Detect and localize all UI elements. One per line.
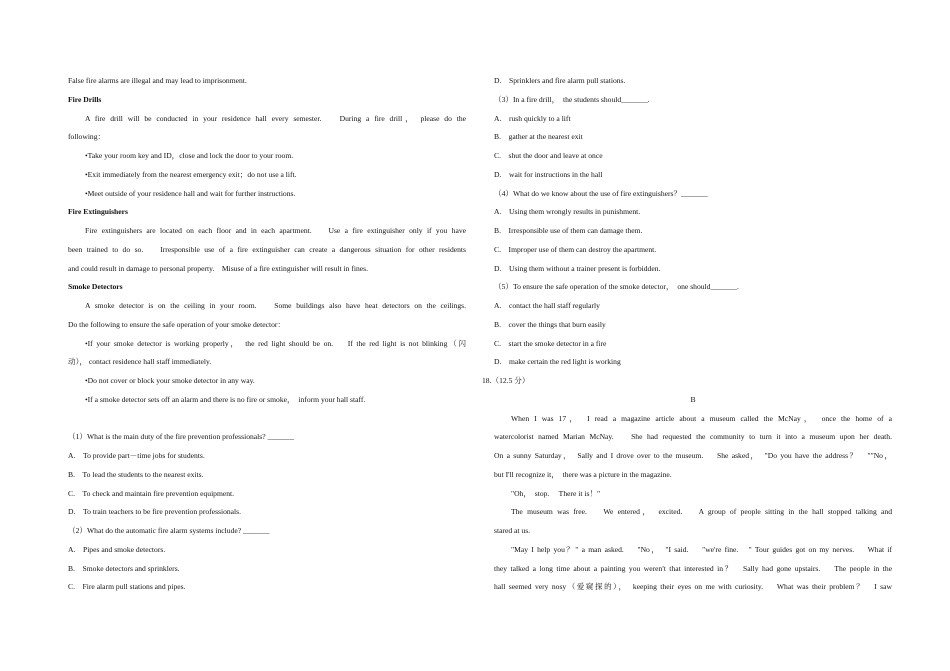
paragraph-line: stared at us. [494,526,531,535]
question-1: （1）What is the main duty of the fire prevention professionals? _______ [68,432,295,442]
paragraph-line: When I was 17， I read a magazine article about a museum called the McNay， once the home of a [511,413,892,423]
option-b: B. Smoke detectors and sprinklers. [68,563,180,573]
paragraph-line: Do the following to ensure the safe operation of your smoke detector： [68,319,285,329]
paragraph-line: On a sunny Saturday， Sally and I drove over to the museum. She asked， "Do you have the address？ ""No， [494,451,892,460]
paragraph-line: hall seemed very nosy（爱窥探的）， keeping their eyes on me with curiosity. What was their problem？ I saw [494,582,892,592]
bullet-item: •If a smoke detector sets off an alarm and there is no fire or smoke， inform your hall staff. [85,394,366,404]
passage-b-title: B [690,394,696,404]
section-heading-fire-drills: Fire Drills [68,94,102,104]
section-heading-smoke-detectors: Smoke Detectors [68,282,123,292]
paragraph-line: but I'll recognize it， there was a picture in the magazine. [494,469,672,479]
option-a: A. Using them wrongly results in punishment. [494,207,641,217]
question-3: （3）In a fire drill， the students should_______. [494,94,650,104]
option-d: D. Sprinklers and fire alarm pull stations. [494,76,626,85]
option-a: A. rush quickly to a lift [494,113,571,123]
paragraph-line: Fire extinguishers are located on each floor and in each apartment. Use a fire extinguisher only if you have [85,226,466,235]
paragraph-line: they talked a long time about a painting you weren't that interested in？ Sally had gone upstairs. The people in the [494,563,892,573]
paragraph-line: "May I help you？" a man asked. "No， "I said. "we're fine. " Tour guides got on my nerves. What if [511,544,892,554]
option-a: A. To provide part－time jobs for students. [68,451,205,460]
option-d: D. make certain the red light is working [494,357,621,367]
paragraph-line: and could result in damage to personal property. Misuse of a fire extinguisher will result in fines. [68,263,369,273]
option-b: B. gather at the nearest exit [494,132,583,142]
bullet-item: •Meet outside of your residence hall and wait for further instructions. [85,188,296,198]
section-heading-fire-extinguishers: Fire Extinguishers [68,207,128,217]
left-column [68,72,466,597]
option-c: C. Fire alarm pull stations and pipes. [68,582,186,592]
right-column [482,72,892,597]
bullet-item: •Take your room key and ID，close and lock the door to your room. [85,151,294,160]
paragraph-line: A fire drill will be conducted in your residence hall every semester. During a fire drill， please do the [85,113,466,123]
bullet-item: •If your smoke detector is working properly， the red light should be on. If the red light is not blinking（闪 [85,338,466,348]
option-d: D. To train teachers to be fire prevention professionals. [68,507,242,517]
paragraph-line: A smoke detector is on the ceiling in your room. Some buildings also have heat detectors on the ceilings. [85,301,466,310]
option-a: A. Pipes and smoke detectors. [68,544,166,554]
paragraph-line: following： [68,132,106,142]
paragraph-line: The museum was free. We entered， excited. A group of people sitting in the hall stopped talking and [511,507,892,517]
paragraph-line: "Oh， stop. There it is！" [511,488,601,498]
option-c: C. To check and maintain fire prevention equipment. [68,488,235,498]
option-d: D. Using them without a trainer present is forbidden. [494,263,661,273]
option-c: C. Improper use of them can destroy the apartment. [494,244,657,254]
paragraph-line: been trained to do so. Irresponsible use of a fire extinguisher can create a dangerous situation for other residents [68,244,466,254]
question-4: （4）What do we know about the use of fire extinguishers？_______ [494,188,708,198]
option-c: C. start the smoke detector in a fire [494,338,607,348]
text-line: False fire alarms are illegal and may lead to imprisonment. [68,76,247,85]
option-b: B. To lead the students to the nearest exits. [68,469,204,479]
option-b: B. cover the things that burn easily [494,319,606,329]
option-a: A. contact the hall staff regularly [494,301,600,310]
bullet-item: •Do not cover or block your smoke detector in any way. [85,376,255,385]
option-d: D. wait for instructions in the hall [494,169,603,179]
option-c: C. shut the door and leave at once [494,151,603,160]
question-5: （5）To ensure the safe operation of the smoke detector， one should_______. [494,282,739,292]
bullet-item: •Exit immediately from the nearest emergency exit；do not use a lift. [85,169,297,179]
bullet-item-continuation: 动）， contact residence hall staff immediately. [68,357,212,367]
question-number-18: 18.（12.5 分） [482,376,530,385]
spacer [68,410,466,429]
question-2: （2）What do the automatic fire alarm systems include? _______ [68,526,270,535]
paragraph-line: watercolorist named Marian McNay. She had requested the community to turn it into a museum upon her death. [494,432,892,442]
option-b: B. Irresponsible use of them can damage them. [494,226,643,235]
